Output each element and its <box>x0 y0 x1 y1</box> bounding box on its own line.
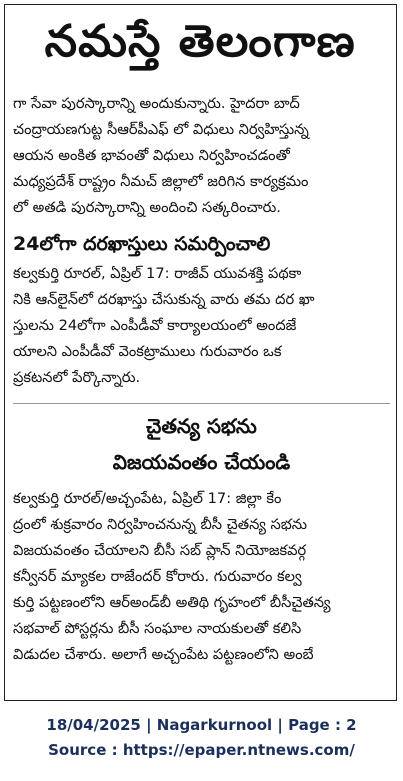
text-line: స్తులను 24లోగా ఎంపీడీవో కార్యాలయంలో అందజే <box>13 317 297 334</box>
footer-source: Source : https://epaper.ntnews.com/ <box>48 741 355 759</box>
text-line: లో అతడి పురస్కారాన్ని అందించి సత్కరించారు. <box>13 199 281 216</box>
text-line: ప్రకటనలో పేర్కొన్నారు. <box>13 369 141 386</box>
text-line: ద్రంలో శుక్రవారం నిర్వహించనున్న బీసీ చైతన్య సభను <box>13 516 308 533</box>
article-3-headline-line2: విజయవంతం చేయండి <box>112 450 291 474</box>
article-1-text <box>13 91 390 221</box>
text-line: మధ్యప్రదేశ్ రాష్ట్రం నీమచ్ జిల్లాలో జరిగిన కార్యక్రమం <box>13 173 309 190</box>
footer-date-edition: 18/04/2025 | Nagarkurnool | Page : 2 <box>46 716 357 734</box>
text-line: ఆయన అంకిత భావంతో విధులు నిర్వహించడంతో <box>13 147 290 164</box>
text-line: కల్వకుర్తి రూరల్/అచ్చంపేట, ఏప్రిల్ 17: జిల్లా కేం <box>13 490 282 507</box>
text-line: విడుదల చేశారు. అలాగే అచ్చంపేట పట్టణంలోని అంబే <box>13 646 314 663</box>
clipping-frame <box>4 4 397 701</box>
article-2-headline: 24లోగా దరఖాస్తులు సమర్పించాలి <box>13 233 271 255</box>
text-line: సభవాల్ పోస్టర్లను బీసీ సంఘాల నాయకులతో కలిసి <box>13 620 302 637</box>
article-3-headline-line1: చైతన్య సభను <box>146 414 257 438</box>
text-line: చంద్రాయణగుట్ట సీఆర్‌పీఎఫ్ లో విధులు నిర్వహిస్తున్న <box>13 121 309 138</box>
text-line: కల్వకుర్తి రూరల్, ఏప్రిల్ 17: రాజీవ్ యువశక్తి పథకా <box>13 265 302 282</box>
masthead-title: నమస్తే తెలంగాణ <box>44 16 357 67</box>
text-line: కుర్తి పట్టణంలోని ఆర్‌అండ్‌బీ అతిథి గృహంలో బీసీచైతన్య <box>13 594 331 611</box>
text-line: గా సేవా పురస్కారాన్ని అందుకున్నారు. హైదరా బాద్ <box>13 95 300 112</box>
newspaper-masthead <box>5 7 396 87</box>
clipping-body <box>13 91 390 668</box>
section-divider <box>13 403 390 404</box>
article-3-text <box>13 486 390 668</box>
text-line: కన్వీనర్ మ్యాకల రాజేందర్ కోరారు. గురువారం కల్వ <box>13 568 302 585</box>
text-line: యాలని ఎంపీడీవో వెంకట్రాములు గురువారం ఒక <box>13 343 282 360</box>
article-2-text <box>13 261 390 391</box>
text-line: నికి ఆన్‌లైన్‌లో దరఖాస్తు చేసుకున్న వారు తమ దర ఖా <box>13 291 315 308</box>
text-line: విజయవంతం చేయాలని బీసీ సబ్ ప్లాన్ నియోజకవర్గ <box>13 542 307 559</box>
